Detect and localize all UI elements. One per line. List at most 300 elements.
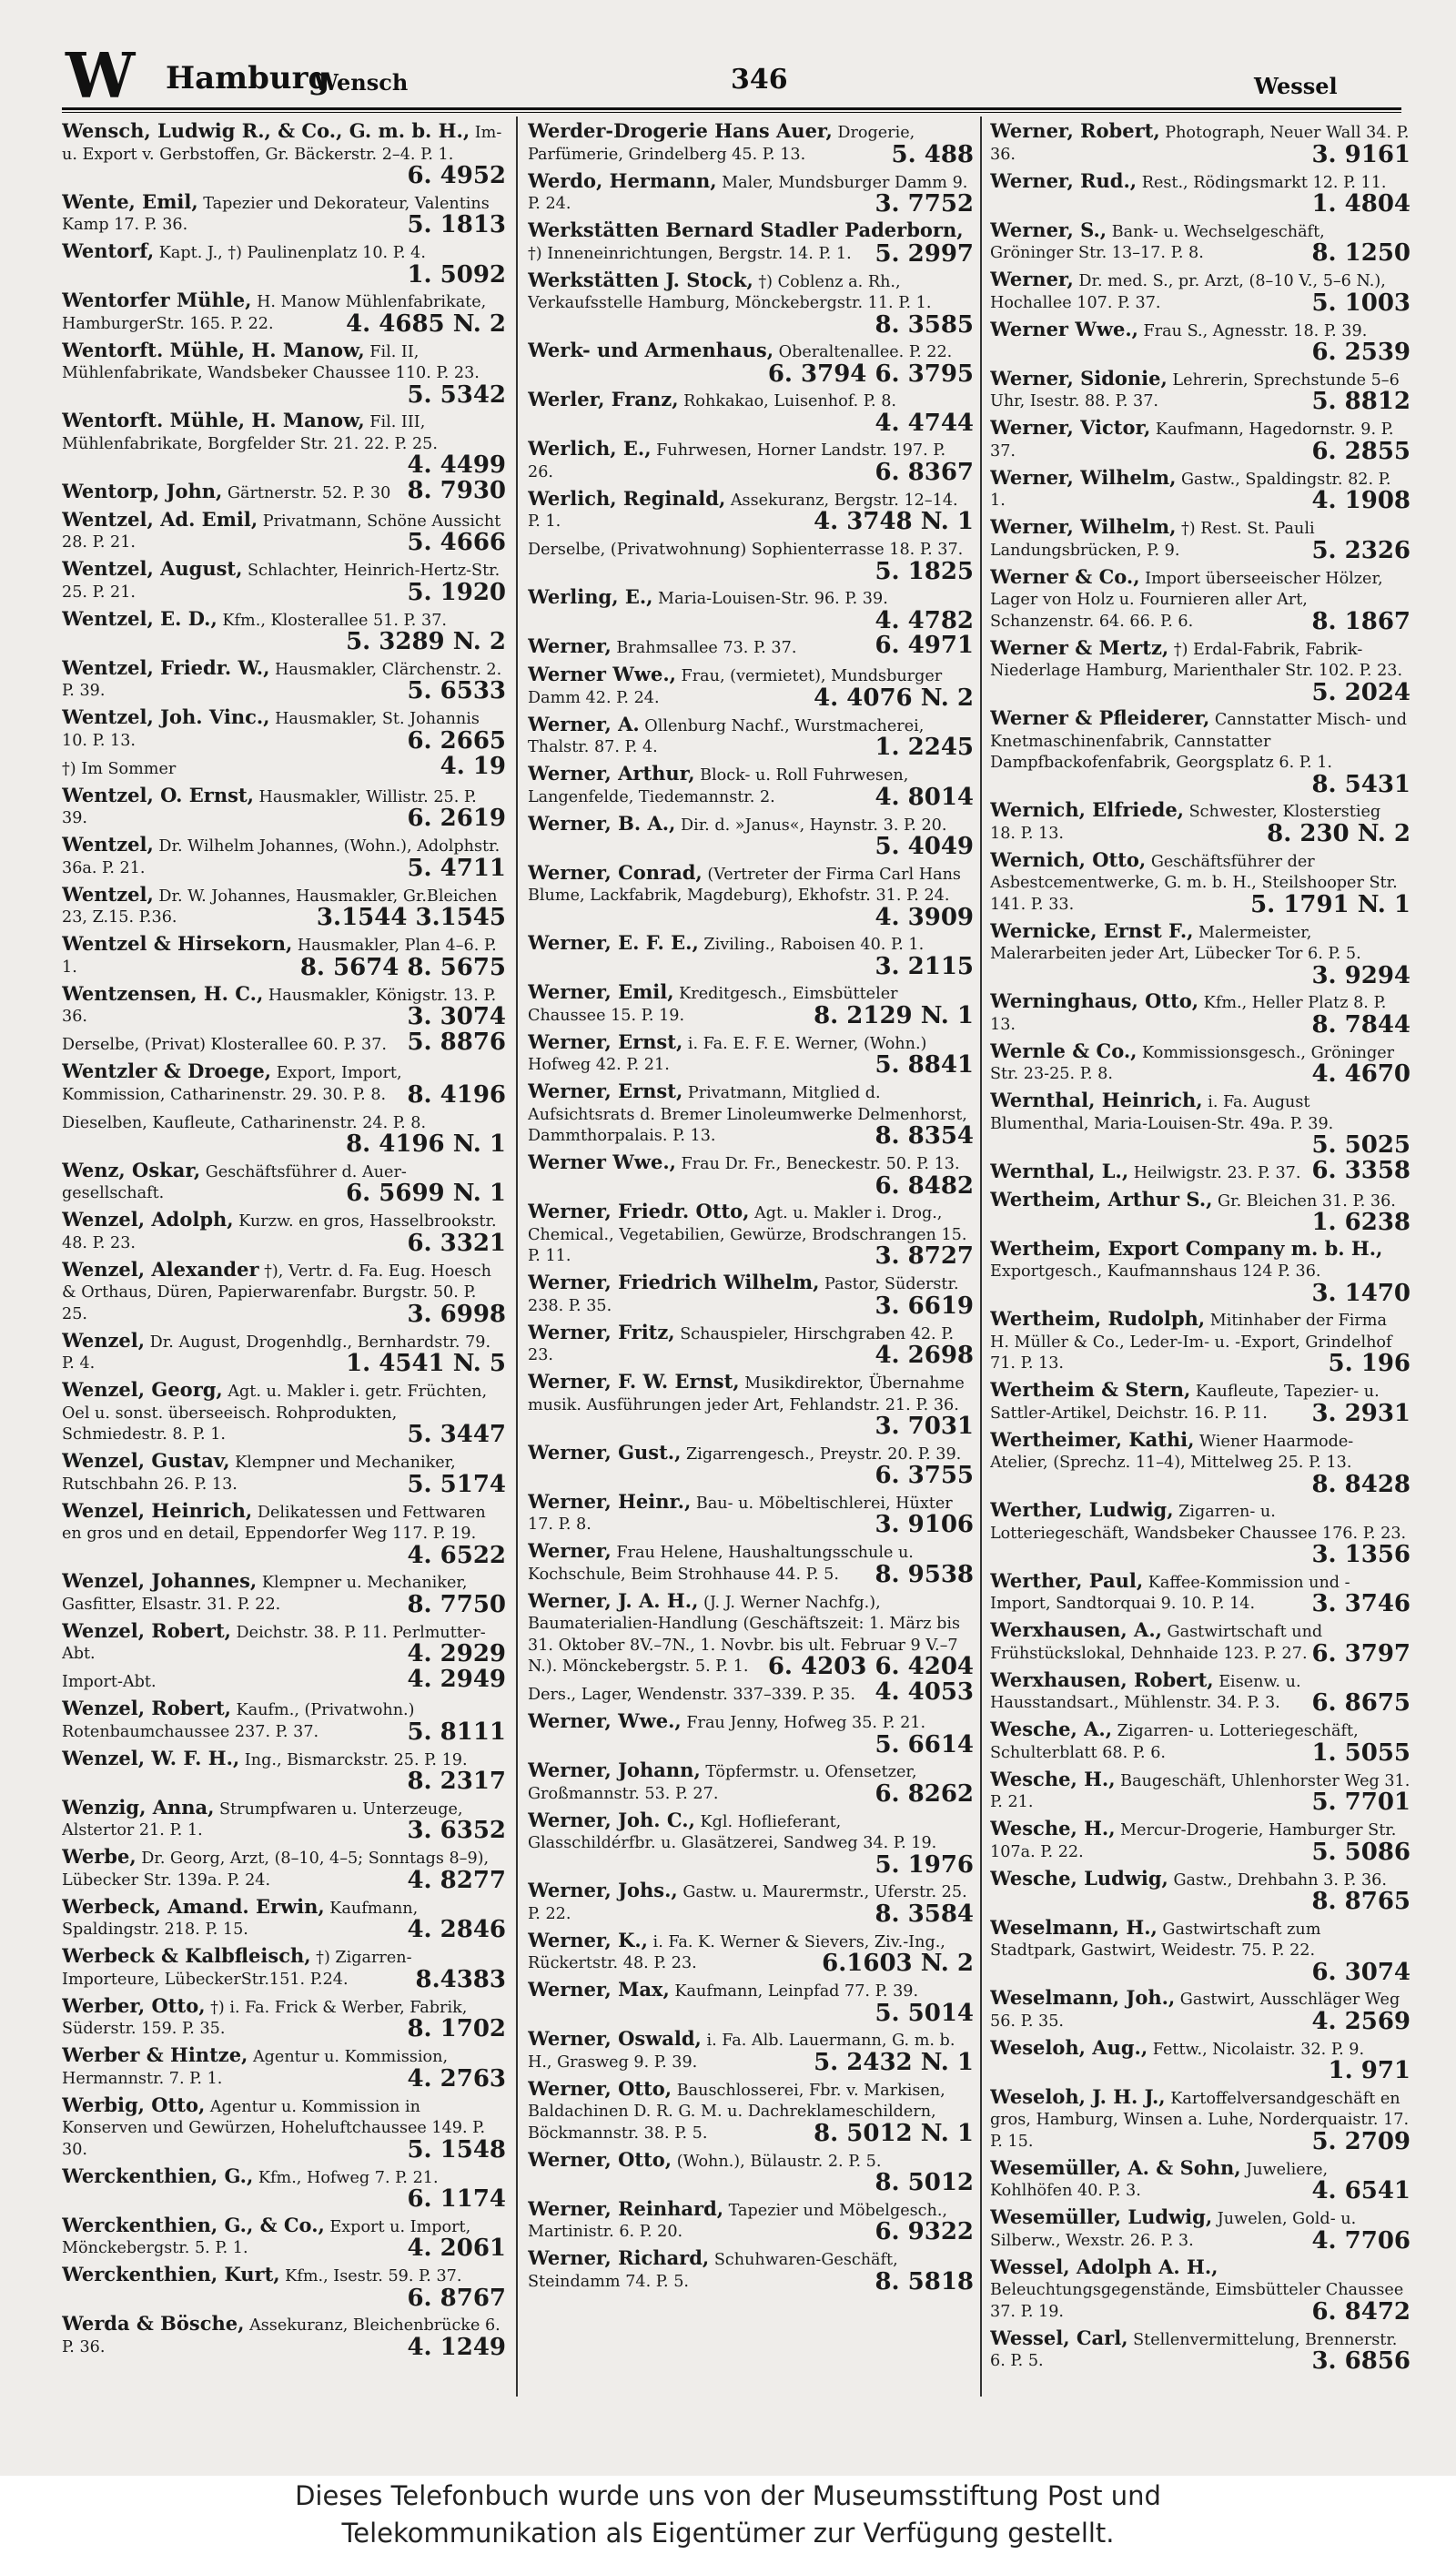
phone-number: 3. 6856 <box>1311 2347 1410 2375</box>
entry-details: Frau Dr. Fr., Beneckestr. 50. P. 13. <box>675 1155 960 1173</box>
entry-details: Hausmakler, Königstr. 13. P. 36. <box>62 986 497 1026</box>
entry-name: Wentzel, Ad. Emil, <box>62 507 258 531</box>
entry-name: Wenzig, Anna, <box>62 1795 215 1819</box>
phone-number: 8. 8765 <box>1311 1888 1410 1915</box>
listing-entry <box>62 657 506 703</box>
entry-name: Werxhausen, Robert, <box>990 1667 1214 1691</box>
entry-name: Wernthal, L., <box>990 1159 1129 1182</box>
entry-details: Kfm., Heller Platz 8. P. 13. <box>990 994 1387 1034</box>
entry-name: Wenzel, Georg, <box>62 1378 223 1401</box>
phone-number: 4. 2569 <box>1311 2007 1410 2035</box>
entry-details: †), Vertr. d. Fa. Eug. Hoesch & Orthaus, Düren, Papierwarenfabr. Burgstr. 50. P. 25. <box>62 1262 491 1323</box>
listing-entry <box>528 1322 974 1367</box>
phone-number: 5. 2024 <box>1311 678 1410 706</box>
entry-name: Werlich, E., <box>528 437 652 460</box>
phone-number: 5. 2432 N. 1 <box>814 2048 974 2076</box>
entry-details: Gastwirtschaft und Frühstückslokal, Dehnhaide 123. P. 27. <box>990 1623 1323 1663</box>
phone-number: 6.1603 N. 2 <box>822 1950 974 1977</box>
entry-name: Wensch, Ludwig R., & Co., G. m. b. H., <box>62 120 470 142</box>
phone-number: 5. 488 <box>891 140 974 168</box>
column-divider <box>980 117 982 2397</box>
entry-details: Privatmann, Mitglied d. Aufsichtsrats d. Bremer Linoleumwerke Delmenhorst, Dammthorpalais. P. 13. <box>528 1084 967 1145</box>
phone-number: 4. 4076 N. 2 <box>814 684 974 712</box>
entry-name: Wenz, Oskar, <box>62 1158 201 1181</box>
footer-line-1: Dieses Telefonbuch wurde uns von der Museumsstiftung Post und <box>295 2480 1161 2511</box>
listing-entry <box>528 632 974 660</box>
listing-entry <box>62 1845 506 1894</box>
entry-name: Werner, E. F. E., <box>528 931 699 954</box>
phone-number: 3. 7031 <box>875 1413 974 1440</box>
entry-name: Werner, Otto, <box>528 2076 672 2100</box>
entry-name: Wentorf, <box>62 239 155 262</box>
phone-number: 5. 5014 <box>875 1999 974 2027</box>
listing-entry <box>528 1442 974 1487</box>
listing-entry <box>528 537 974 583</box>
phone-number: 1. 6238 <box>1311 1209 1410 1236</box>
entry-name: Werner, Richard, <box>528 2246 710 2269</box>
listing-entry <box>62 2094 506 2162</box>
entry-name: Wesemüller, Ludwig, <box>990 2205 1213 2228</box>
entry-details: Kaufmann, Spaldingstr. 218. P. 15. <box>62 1899 419 1939</box>
entry-details: Fettw., Nicolaistr. 32. P. 9. <box>1148 2040 1365 2059</box>
phone-number: 5. 6533 <box>407 677 506 704</box>
phone-number: 4. 2846 <box>407 1916 506 1943</box>
entry-name: Werkstätten J. Stock, <box>528 268 753 291</box>
listing-entry <box>990 1089 1410 1159</box>
phone-number: 5. 2709 <box>1311 2127 1410 2155</box>
listing-entry <box>990 1986 1410 2035</box>
page-number: 346 <box>731 64 788 96</box>
entry-name: Werner, Wilhelm, <box>990 465 1177 489</box>
listing-entry <box>62 191 506 237</box>
phone-number: 8. 1867 <box>1311 607 1410 635</box>
phone-number: 8. 1250 <box>1311 239 1410 267</box>
phone-number: 8. 9538 <box>875 1560 974 1588</box>
entry-details: Juwelen, Gold- u. Silberw., Wexstr. 26. P. 3. <box>990 2210 1357 2250</box>
entry-details: i. Fa. August Blumenthal, Maria-Louisen-Str. 49a. P. 39. <box>990 1093 1334 1133</box>
footer-line-2: Telekommunikation als Eigentümer zur Verfügung gestellt. <box>341 2518 1115 2549</box>
phone-number: 8.4383 <box>415 1965 506 1993</box>
phone-number: 8. 5431 <box>1311 770 1410 798</box>
entry-details: Klempner und Mechaniker, Rutschbahn 26. P. 13. <box>62 1454 456 1494</box>
phone-number: 3. 7752 <box>875 190 974 218</box>
entry-details: (Vertreter der Firma Carl Hans Blume, Lackfabrik, Magdeburg), Ekhofstr. 31. P. 24. <box>528 865 961 905</box>
entry-name: Werbe, <box>62 1845 136 1868</box>
phone-number: 5. 1976 <box>875 1850 974 1879</box>
entry-details: Privatmann, Schöne Aussicht 28. P. 21. <box>62 512 501 552</box>
listing-entry <box>990 319 1410 364</box>
entry-details: Eisenw. u. Hausstandsart., Mühlenstr. 34. P. 3. <box>990 1672 1301 1712</box>
listing-entry <box>528 339 974 388</box>
entry-name: Werkstätten Bernard Stadler Paderborn, <box>528 218 964 241</box>
listing-entry <box>990 1236 1410 1307</box>
phone-number: 8. 1702 <box>407 2015 506 2042</box>
entry-details: Hausmakler, St. Johannis 10. P. 13. <box>62 710 480 750</box>
entry-details: Agt. u. Makler i. Drog., Chemical., Vegetabilien, Gewürze, Brodschrangen 15. P. 11. <box>528 1204 967 1265</box>
entry-details: (J. J. Werner Nachfg.), Baumaterialien-Handlung (Geschäftszeit: 1. März bis 31. Oktober 8V.–7N., 1. Novbr. bis ult. Februar 9 V.–7 N.). Mönckebergstr. 5. P. 1. <box>528 1593 961 1676</box>
entry-details: Geschäftsführer der Asbestcementwerke, G. m. b. H., Steilshooper Str. 141. P. 33. <box>990 852 1398 914</box>
entry-details: Töpfermstr. u. Ofensetzer, Großmannstr. 53. P. 27. <box>528 1763 917 1803</box>
phone-number: 5. 1813 <box>407 211 506 238</box>
listing-entry <box>528 762 974 811</box>
entry-name: Wernich, Otto, <box>990 847 1147 871</box>
entry-name: Wernthal, Heinrich, <box>990 1089 1203 1111</box>
entry-name: Wesche, H., <box>990 1767 1116 1790</box>
phone-number: 4. 3748 N. 1 <box>814 508 974 535</box>
phone-number: 3. 1470 <box>1311 1279 1410 1307</box>
phone-number: 4. 4782 <box>875 606 974 634</box>
entry-name: Wernle & Co., <box>990 1039 1138 1062</box>
listing-entry <box>990 1156 1410 1185</box>
phone-number: 8. 7844 <box>1311 1010 1410 1039</box>
entry-name: Wentzel, <box>62 833 154 856</box>
listing-entry <box>528 1879 974 1928</box>
entry-details: Dir. d. »Janus«, Haynstr. 3. P. 20. <box>675 816 947 835</box>
listing-entry <box>528 663 974 712</box>
listing-entry <box>990 1499 1410 1566</box>
listing-entry <box>62 1379 506 1446</box>
entry-details: Export u. Import, Mönckebergstr. 5. P. 1. <box>62 2217 471 2257</box>
phone-number: 5. 5174 <box>407 1470 506 1498</box>
entry-details: Ing., Bismarckstr. 25. P. 19. <box>239 1750 468 1769</box>
listing-entry <box>528 120 974 166</box>
phone-number: 4. 7706 <box>1311 2226 1410 2255</box>
entry-name: Wentzensen, H. C., <box>62 981 264 1005</box>
phone-number: 1. 4541 N. 5 <box>346 1350 506 1377</box>
phone-number: 5. 5086 <box>1311 1838 1410 1866</box>
listing-entry <box>990 2086 1410 2154</box>
entry-details: Bauschlosserei, Fbr. v. Markisen, Baldachinen D. R. G. M. u. Dachreklameschildern, Böckmannstr. 38. P. 5. <box>528 2081 945 2143</box>
entry-details: Schwester, Klosterstieg 18. P. 13. <box>990 803 1381 843</box>
entry-details: Kfm., Klosterallee 51. P. 37. <box>217 611 447 630</box>
phone-number: 5. 2997 <box>875 239 974 268</box>
entry-name: Weseloh, J. H. J., <box>990 2084 1166 2108</box>
entry-details: Schlachter, Heinrich-Hertz-Str. 25. P. 21. <box>62 562 500 602</box>
phone-number: 8. 5674 8. 5675 <box>299 953 506 981</box>
listing-entry <box>62 833 506 882</box>
listing-entry <box>528 2246 974 2296</box>
entry-details: Juweliere, Kohlhöfen 40. P. 3. <box>990 2160 1329 2200</box>
entry-name: Wessel, Adolph A. H., <box>990 2255 1218 2278</box>
entry-name: Werckenthien, G., <box>62 2164 254 2187</box>
entry-details: Assekuranz, Bergstr. 12–14. P. 1. <box>528 491 958 531</box>
entry-name: Werbeck, Amand. Erwin, <box>62 1894 325 1918</box>
listing-entry <box>990 120 1410 166</box>
entry-details: Fuhrwesen, Horner Landstr. 197. P. 26. <box>528 441 946 481</box>
entry-details: Fil. III, Mühlenfabrikate, Borgfelder Str. 21. 22. P. 25. <box>62 413 438 453</box>
phone-number: 5. 2326 <box>1311 536 1410 564</box>
phone-number: 8. 5818 <box>875 2267 974 2296</box>
entry-details: Tapezier und Dekorateur, Valentins Kamp 17. P. 36. <box>62 194 490 234</box>
listing-entry <box>528 1370 974 1440</box>
listing-entry <box>528 170 974 216</box>
entry-name: Wentzel & Hirsekorn, <box>62 932 293 955</box>
listing-entry <box>990 1868 1410 1913</box>
city-name: Hamburg <box>166 60 330 96</box>
entry-details: Photograph, Neuer Wall 34. P. 36. <box>990 124 1410 164</box>
entry-name: Werner, Emil, <box>528 980 674 1003</box>
listing-entry <box>62 1059 506 1109</box>
entry-name: Wentzel, <box>62 882 154 906</box>
entry-name: Werckenthien, Kurt, <box>62 2263 280 2285</box>
entry-details: Frau Helene, Haushaltungsschule u. Kochschule, Beim Strohhause 44. P. 5. <box>528 1544 914 1584</box>
phone-number: 3. 6352 <box>407 1817 506 1844</box>
entry-name: Werner, <box>990 268 1074 290</box>
entry-name: Wenzel, Johannes, <box>62 1569 258 1592</box>
phone-number: 5. 1920 <box>407 578 506 606</box>
entry-details: Gastwirtschaft zum Stadtpark, Gastwirt, Weidestr. 75. P. 22. <box>990 1920 1321 1960</box>
entry-details: Mercur-Drogerie, Hamburger Str. 107a. P. 22. <box>990 1821 1397 1861</box>
listing-entry <box>990 516 1410 562</box>
entry-name: Werner, Rud., <box>990 168 1138 192</box>
phone-number: 5. 1791 N. 1 <box>1250 890 1410 918</box>
entry-name: Werxhausen, A., <box>990 1618 1162 1641</box>
entry-details: Gastw., Spaldingstr. 82. P. 1. <box>990 470 1391 510</box>
phone-number: 6. 4971 <box>875 632 974 659</box>
phone-number: 1. 4804 <box>1311 190 1410 218</box>
entry-details: Ders., Lager, Wendenstr. 337–339. P. 35. <box>528 1686 855 1704</box>
phone-number: 8. 8428 <box>1311 1470 1410 1498</box>
listing-entry <box>528 1978 974 2027</box>
listing-entry <box>528 218 974 268</box>
header-rule-thin <box>62 112 1401 113</box>
entry-details: (Wohn.), Bülaustr. 2. P. 5. <box>672 2152 882 2171</box>
listing-entry <box>62 1330 506 1375</box>
listing-entry <box>62 1498 506 1569</box>
entry-details: i. Fa. E. F. E. Werner, (Wohn.) Hofweg 42. P. 21. <box>528 1034 927 1074</box>
listing-entry <box>990 2157 1410 2203</box>
listing-entry <box>62 409 506 479</box>
entry-name: Werk- und Armenhaus, <box>528 339 774 361</box>
phone-number: 3. 3074 <box>407 1003 506 1030</box>
entry-details: Heilwigstr. 23. P. 37. <box>1128 1163 1301 1182</box>
entry-details: Pastor, Süderstr. 238. P. 35. <box>528 1275 959 1315</box>
listing-entry <box>990 2327 1410 2373</box>
listing-entry <box>528 1150 974 1200</box>
listing-entry <box>62 932 506 981</box>
entry-name: Weseloh, Aug., <box>990 2035 1148 2059</box>
listing-entry <box>62 2165 506 2211</box>
listing-entry <box>528 437 974 486</box>
phone-number: 5. 5025 <box>1311 1131 1410 1159</box>
listing-entry <box>990 467 1410 512</box>
phone-number: 6. 8482 <box>875 1171 974 1200</box>
entry-details: Wiener Haarmode-Atelier, (Sprechz. 11–4), Mittelweg 25. P. 13. <box>990 1432 1354 1472</box>
phone-number: 4. 3909 <box>875 903 974 931</box>
phone-number: 4. 1249 <box>407 2333 506 2361</box>
phone-number: 4. 4685 N. 2 <box>346 309 506 338</box>
listing-entry <box>62 239 506 289</box>
entry-name: Werner, Conrad, <box>528 860 703 884</box>
entry-name: Werner, S., <box>990 218 1107 241</box>
listing-entry <box>528 981 974 1027</box>
last-entry-guide: Wessel <box>1254 73 1338 99</box>
entry-name: Wenzel, W. F. H., <box>62 1746 240 1769</box>
listing-entry <box>990 1669 1410 1715</box>
phone-number: 6. 3794 6. 3795 <box>767 360 974 388</box>
listing-entry <box>990 920 1410 987</box>
entry-name: Wentzel, Friedr. W., <box>62 655 270 679</box>
entry-name: Werlich, Reginald, <box>528 486 726 510</box>
entry-details: Malermeister, Malerarbeiten jeder Art, Lübecker Tor 6. P. 5. <box>990 923 1361 963</box>
entry-name: Wertheim & Stern, <box>990 1378 1191 1401</box>
phone-number: 8. 230 N. 2 <box>1267 819 1410 847</box>
entry-name: Werner, Otto, <box>528 2147 672 2171</box>
entry-name: Werner, Victor, <box>990 416 1151 439</box>
entry-name: Werner & Co., <box>990 564 1140 588</box>
entry-name: Werninghaus, Otto, <box>990 989 1199 1012</box>
entry-details: Strumpfwaren u. Unterzeuge, Alstertor 21. P. 1. <box>62 1799 463 1839</box>
entry-details: Rest., Rödingsmarkt 12. P. 11. <box>1137 173 1387 192</box>
phone-number: 4. 1908 <box>1311 487 1410 514</box>
entry-details: Assekuranz, Bleichenbrücke 6. P. 36. <box>62 2316 500 2356</box>
entry-name: Weselmann, H., <box>990 1915 1158 1939</box>
entry-details: Kartoffelversandgeschäft en gros, Hamburg, Winsen a. Luhe, Norderquaistr. 17. P. 15. <box>990 2089 1410 2151</box>
listing-entry <box>990 1378 1410 1427</box>
listing-entry <box>990 707 1410 796</box>
listing-entry <box>62 1666 506 1694</box>
listing-entry <box>62 1748 506 1793</box>
entry-name: Werner, Heinr., <box>528 1489 692 1513</box>
entry-name: Werner, B. A., <box>528 811 676 835</box>
first-entry-guide: Wensch <box>314 69 409 96</box>
phone-number: 5. 5342 <box>407 380 506 409</box>
entry-details: †) i. Fa. Frick & Werber, Fabrik, Süderstr. 159. P. 35. <box>62 1998 468 2038</box>
listing-column-2 <box>528 120 974 2400</box>
entry-details: Kgl. Hoflieferant, Glasschildérfbr. u. Glasätzerei, Sandweg 34. P. 19. <box>528 1812 937 1852</box>
entry-details: H. Manow Mühlenfabrikate, HamburgerStr. 165. P. 22. <box>62 293 487 333</box>
phone-number: 4. 4053 <box>875 1678 974 1706</box>
phone-number: 4. 4499 <box>407 451 506 479</box>
phone-number: 6. 8472 <box>1311 2297 1410 2326</box>
listing-entry <box>990 2205 1410 2255</box>
phone-number: 5. 3447 <box>407 1421 506 1448</box>
entry-details: Derselbe, (Privatwohnung) Sophienterrasse 18. P. 37. <box>528 541 964 559</box>
entry-details: Bau- u. Möbeltischlerei, Hüxter 17. P. 8. <box>528 1494 953 1534</box>
section-letter: W <box>66 40 136 113</box>
entry-details: Dr. August, Drogenhdlg., Bernhardstr. 79. P. 4. <box>62 1333 491 1373</box>
entry-details: Stellenvermittelung, Brennerstr. 6. P. 5. <box>990 2330 1398 2370</box>
listing-entry <box>528 932 974 978</box>
phone-number: 8. 7930 <box>407 476 506 504</box>
listing-entry <box>990 1769 1410 1814</box>
phone-number: 3. 9294 <box>1311 961 1410 989</box>
listing-entry <box>528 2198 974 2244</box>
listing-entry <box>990 1570 1410 1616</box>
entry-name: Werner, <box>528 1539 612 1562</box>
entry-name: Werner, Friedrich Wilhelm, <box>528 1271 820 1293</box>
phone-number: 5. 8111 <box>407 1718 506 1746</box>
phone-number: 5. 8812 <box>1311 388 1410 415</box>
phone-number: 5. 4711 <box>407 854 506 882</box>
phone-number: 6. 3074 <box>1311 1958 1410 1986</box>
phone-number: 4. 19 <box>440 752 506 780</box>
entry-name: Werther, Ludwig, <box>990 1498 1174 1521</box>
entry-name: Werner, J. A. H., <box>528 1588 699 1612</box>
phone-number: 8. 3585 <box>875 310 974 339</box>
phone-number: 6. 2619 <box>407 805 506 832</box>
entry-name: Wenzel, Adolph, <box>62 1208 234 1231</box>
listing-entry <box>528 1031 974 1077</box>
entry-name: Wenzel, <box>62 1328 146 1352</box>
listing-entry <box>62 1160 506 1205</box>
entry-details: Frau S., Agnesstr. 18. P. 39. <box>1138 321 1368 340</box>
phone-number: 5. 4049 <box>875 833 974 860</box>
entry-name: Wentorp, John, <box>62 479 223 502</box>
entry-name: Werner, Fritz, <box>528 1320 675 1343</box>
entry-details: Kurzw. en gros, Hasselbrookstr. 48. P. 23. <box>62 1212 497 1252</box>
entry-name: Werner, Friedr. Otto, <box>528 1200 750 1222</box>
entry-details: †) Im Sommer <box>62 759 177 778</box>
entry-name: Werner & Pfleiderer, <box>990 706 1210 729</box>
listing-entry <box>62 608 506 654</box>
listing-entry <box>990 268 1410 317</box>
entry-name: Wenzel, Robert, <box>62 1618 231 1642</box>
entry-details: Fil. II, Mühlenfabrikate, Wandsbeker Chaussee 110. P. 23. <box>62 342 480 382</box>
column-divider <box>516 117 518 2397</box>
entry-details: Deichstr. 38. P. 11. Perlmutter-Abt. <box>62 1623 486 1663</box>
phone-number: 6. 8767 <box>407 2284 506 2312</box>
entry-details: Block- u. Roll Fuhrwesen, Langenfelde, Tiedemannstr. 2. <box>528 766 909 806</box>
listing-entry <box>62 2043 506 2093</box>
listing-entry <box>528 1540 974 1586</box>
entry-details: Brahmsallee 73. P. 37. <box>611 639 797 657</box>
phone-number: 8. 5012 <box>875 2169 974 2196</box>
listing-entry <box>990 2256 1410 2324</box>
entry-details: Agentur u. Kommission in Konserven und Gewürzen, Hoheluftchaussee 149. P. 30. <box>62 2097 486 2159</box>
entry-details: Maler, Mundsburger Damm 9. P. 24. <box>528 173 968 213</box>
phone-number: 4. 8277 <box>407 1866 506 1894</box>
listing-entry <box>62 120 506 187</box>
entry-details: Dieselben, Kaufleute, Catharinenstr. 24. P. 8. <box>62 1113 427 1132</box>
entry-details: Kaufm., (Privatwohn.) Rotenbaumchaussee 237. P. 37. <box>62 1701 415 1741</box>
listing-entry <box>528 1590 974 1678</box>
entry-details: Ollenburg Nachf., Wurstmacherei, Thalstr. 87. P. 4. <box>528 716 925 756</box>
entry-details: Bank- u. Wechselgeschäft, Gröninger Str. 13–17. P. 8. <box>990 222 1325 262</box>
entry-details: Gr. Bleichen 31. P. 36. <box>1212 1191 1396 1211</box>
phone-number: 6. 4203 6. 4204 <box>767 1653 974 1680</box>
entry-details: Hausmakler, Willistr. 25. P. 39. <box>62 787 477 827</box>
phone-number: 3. 3746 <box>1311 1590 1410 1617</box>
entry-details: i. Fa. Alb. Lauermann, G. m. b. H., Grasweg 9. P. 39. <box>528 2032 956 2072</box>
phone-number: 6. 2665 <box>407 726 506 755</box>
listing-entry <box>990 416 1410 465</box>
entry-details: Oberaltenallee. P. 22. <box>774 343 953 361</box>
phone-number: 4. 8014 <box>875 783 974 811</box>
phone-number: 1. 5055 <box>1311 1738 1410 1767</box>
entry-details: Musikdirektor, Übernahme musik. Ausführungen jeder Art, Fehlandstr. 21. P. 36. <box>528 1374 965 1414</box>
phone-number: 5. 7701 <box>1311 1789 1410 1816</box>
phone-number: 6. 4952 <box>407 162 506 189</box>
entry-details: Kaffee-Kommission und -Import, Sandtorquai 9. 10. P. 14. <box>990 1573 1350 1613</box>
listing-entry <box>990 1817 1410 1866</box>
listing-entry <box>990 799 1410 845</box>
entry-name: Wentorft. Mühle, H. Manow, <box>62 338 365 361</box>
listing-entry <box>528 714 974 759</box>
entry-details: Gastw., Drehbahn 3. P. 36. <box>1168 1870 1387 1890</box>
phone-number: 3. 1356 <box>1311 1541 1410 1568</box>
entry-details: Exportgesch., Kaufmannshaus 124 P. 36. <box>990 1262 1321 1281</box>
phone-number: 4. 6541 <box>1311 2177 1410 2204</box>
entry-details: Kreditgesch., Eimsbütteler Chaussee 15. P. 19. <box>528 985 898 1025</box>
phone-number: 3. 8727 <box>875 1242 974 1270</box>
phone-number: 3.1544 3.1545 <box>316 904 506 931</box>
phone-number: 5. 3289 N. 2 <box>346 628 506 655</box>
entry-details: Zigarrengesch., Preystr. 20. P. 39. <box>681 1444 962 1464</box>
listing-entry <box>990 219 1410 265</box>
entry-name: Wernicke, Ernst F., <box>990 918 1194 942</box>
entry-name: Wernich, Elfriede, <box>990 798 1184 821</box>
